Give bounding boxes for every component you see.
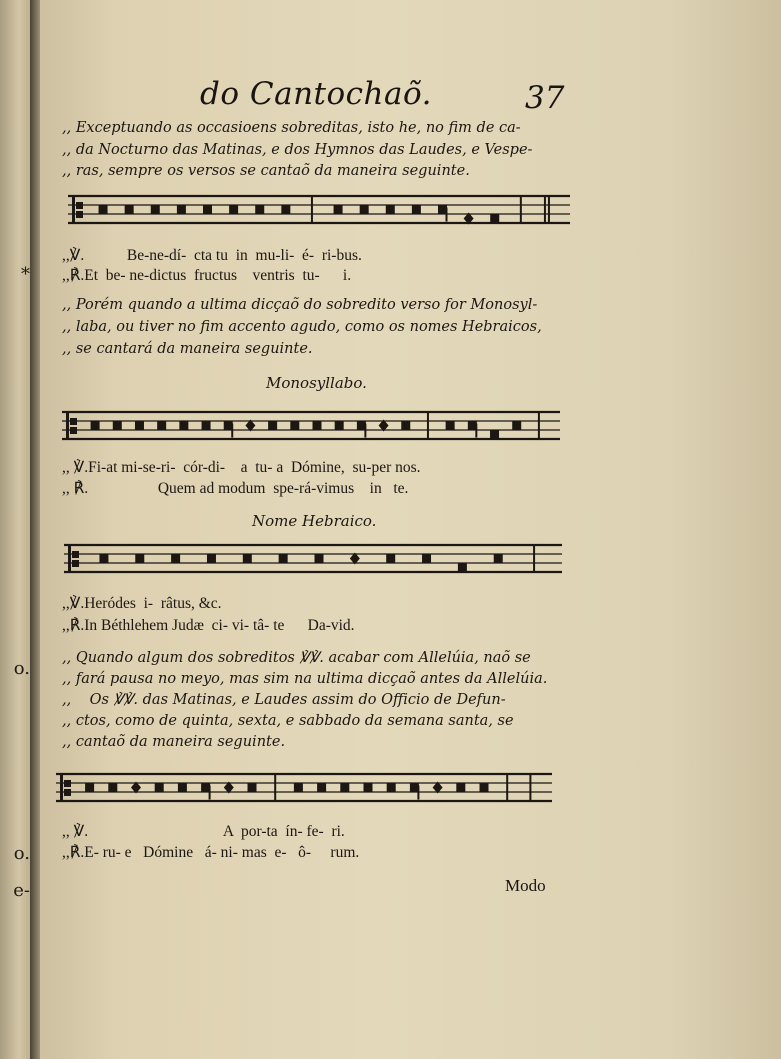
division-bar <box>520 196 522 223</box>
neume-punctum <box>480 783 489 792</box>
neume-punctum <box>456 783 465 792</box>
neume-stem <box>446 208 448 222</box>
neume-punctum <box>279 554 288 563</box>
clef-head <box>76 211 83 218</box>
neume-punctum <box>99 554 108 563</box>
clef-head <box>72 551 79 558</box>
neume-punctum <box>340 783 349 792</box>
neume-punctum <box>203 205 212 214</box>
clef-head <box>64 789 71 796</box>
paragraph-line: ,, ras, sempre os versos se cantaõ da maneira seguinte. <box>62 163 470 179</box>
neume-punctum <box>125 205 134 214</box>
clef-stem <box>68 545 71 572</box>
neume-punctum <box>177 205 186 214</box>
chant-staff-3 <box>64 541 562 585</box>
chant-staff-4 <box>56 770 552 814</box>
neume-punctum <box>387 783 396 792</box>
division-bar <box>506 774 508 801</box>
neume-punctum <box>360 205 369 214</box>
final-bar <box>548 196 550 223</box>
clef-stem <box>66 412 69 439</box>
neume-punctum <box>386 554 395 563</box>
neume-punctum <box>490 214 499 223</box>
left-page-fragment: o. <box>13 843 30 864</box>
paragraph-line: ,, Porém quando a ultima dicçaõ do sobredito verso for Monosyl- <box>62 297 538 313</box>
neume-punctum <box>317 783 326 792</box>
section-heading: Nome Hebraico. <box>252 512 377 530</box>
neume-punctum <box>313 421 322 430</box>
neume-punctum <box>494 554 503 563</box>
neume-punctum <box>490 430 499 439</box>
clef-head <box>70 418 77 425</box>
clef-stem <box>72 196 75 223</box>
neume-punctum <box>281 205 290 214</box>
clef-head <box>64 780 71 787</box>
neume-punctum <box>364 783 373 792</box>
response-line: ,,℟.Et be- ne-dictus fructus ventris tu- i. <box>62 267 352 284</box>
neume-punctum <box>243 554 252 563</box>
neume-punctum <box>91 421 100 430</box>
paragraph-line: ,, da Nocturno das Matinas, e dos Hymnos das Laudes, e Vespe- <box>62 142 533 158</box>
final-bar <box>544 196 546 223</box>
neume-punctum <box>290 421 299 430</box>
right-page <box>40 0 781 1059</box>
paragraph-line: ,, Quando algum dos sobreditos ℣℣. acabar com Allelúia, naõ se <box>62 650 531 666</box>
division-bar <box>311 196 313 223</box>
versicle-line: ,,℣. Be-ne-dí- cta tu in mu-li- é- ri-bus. <box>62 247 362 264</box>
neume-punctum <box>135 421 144 430</box>
neume-punctum <box>171 554 180 563</box>
neume-stem <box>364 424 366 438</box>
neume-punctum <box>315 554 324 563</box>
neume-punctum <box>229 205 238 214</box>
left-page-fragment: o. <box>13 658 30 679</box>
division-bar <box>529 774 531 801</box>
neume-punctum <box>135 554 144 563</box>
versicle-line: ,,℣.Heródes i- râtus, &c. <box>62 595 222 612</box>
neume-stem <box>475 424 477 438</box>
neume-stem <box>417 786 419 800</box>
neume-punctum <box>386 205 395 214</box>
neume-punctum <box>202 421 211 430</box>
neume-punctum <box>85 783 94 792</box>
neume-punctum <box>113 421 122 430</box>
section-heading: Monosyllabo. <box>266 374 367 392</box>
neume-punctum <box>157 421 166 430</box>
neume-punctum <box>401 421 410 430</box>
response-line: ,, ℟. Quem ad modum spe-rá-vimus in te. <box>62 480 409 497</box>
neume-punctum <box>412 205 421 214</box>
neume-stem <box>209 786 211 800</box>
clef-head <box>76 202 83 209</box>
neume-punctum <box>151 205 160 214</box>
left-page-edge <box>0 0 34 1059</box>
neume-punctum <box>294 783 303 792</box>
left-page-fragment: * <box>21 264 30 285</box>
neume-punctum <box>248 783 257 792</box>
neume-punctum <box>255 205 264 214</box>
paragraph-line: ,, Exceptuando as occasioens sobreditas, isto he, no fim de ca- <box>62 120 521 136</box>
response-line: ,,℟.In Béthlehem Judæ ci- vi- tâ- te Da-vid. <box>62 617 355 634</box>
clef-head <box>72 560 79 567</box>
paragraph-line: ,, Os ℣℣. das Matinas, e Laudes assim do Officio de Defun- <box>62 692 506 708</box>
paragraph-line: ,, laba, ou tiver no fim accento agudo, como os nomes Hebraicos, <box>62 319 542 335</box>
chant-staff-2 <box>62 408 560 452</box>
neume-stem <box>231 424 233 438</box>
neume-punctum <box>99 205 108 214</box>
catchword: Modo <box>505 876 546 895</box>
neume-punctum <box>268 421 277 430</box>
clef-head <box>70 427 77 434</box>
versicle-line: ,, ℣. A por-ta ín- fe- ri. <box>62 823 345 840</box>
left-page-fragment: e- <box>13 880 30 901</box>
paragraph-line: ,, cantaõ da maneira seguinte. <box>62 734 286 750</box>
neume-punctum <box>179 421 188 430</box>
neume-punctum <box>446 421 455 430</box>
division-bar <box>538 412 540 439</box>
division-bar <box>427 412 429 439</box>
division-bar <box>274 774 276 801</box>
neume-punctum <box>108 783 117 792</box>
chant-staff-1 <box>68 192 570 236</box>
neume-punctum <box>155 783 164 792</box>
page-number: 37 <box>525 80 565 116</box>
neume-punctum <box>512 421 521 430</box>
neume-punctum <box>334 205 343 214</box>
neume-punctum <box>207 554 216 563</box>
running-title: do Cantochaõ. <box>200 76 432 112</box>
paragraph-line: ,, fará pausa no meyo, mas sim na ultima dicçaõ antes da Allelúia. <box>62 671 548 687</box>
response-line: ,,℟.E- ru- e Dómine á- ni- mas e- ô- rum. <box>62 844 360 861</box>
paragraph-line: ,, se cantará da maneira seguinte. <box>62 341 313 357</box>
paragraph-line: ,, ctos, como de quinta, sexta, e sabbado da semana santa, se <box>62 713 514 729</box>
neume-punctum <box>335 421 344 430</box>
neume-punctum <box>458 563 467 572</box>
versicle-line: ,, ℣.Fi-at mi-se-ri- cór-di- a tu- a Dómine, su-per nos. <box>62 459 421 476</box>
neume-punctum <box>422 554 431 563</box>
neume-punctum <box>178 783 187 792</box>
division-bar <box>533 545 535 572</box>
clef-stem <box>60 774 63 801</box>
